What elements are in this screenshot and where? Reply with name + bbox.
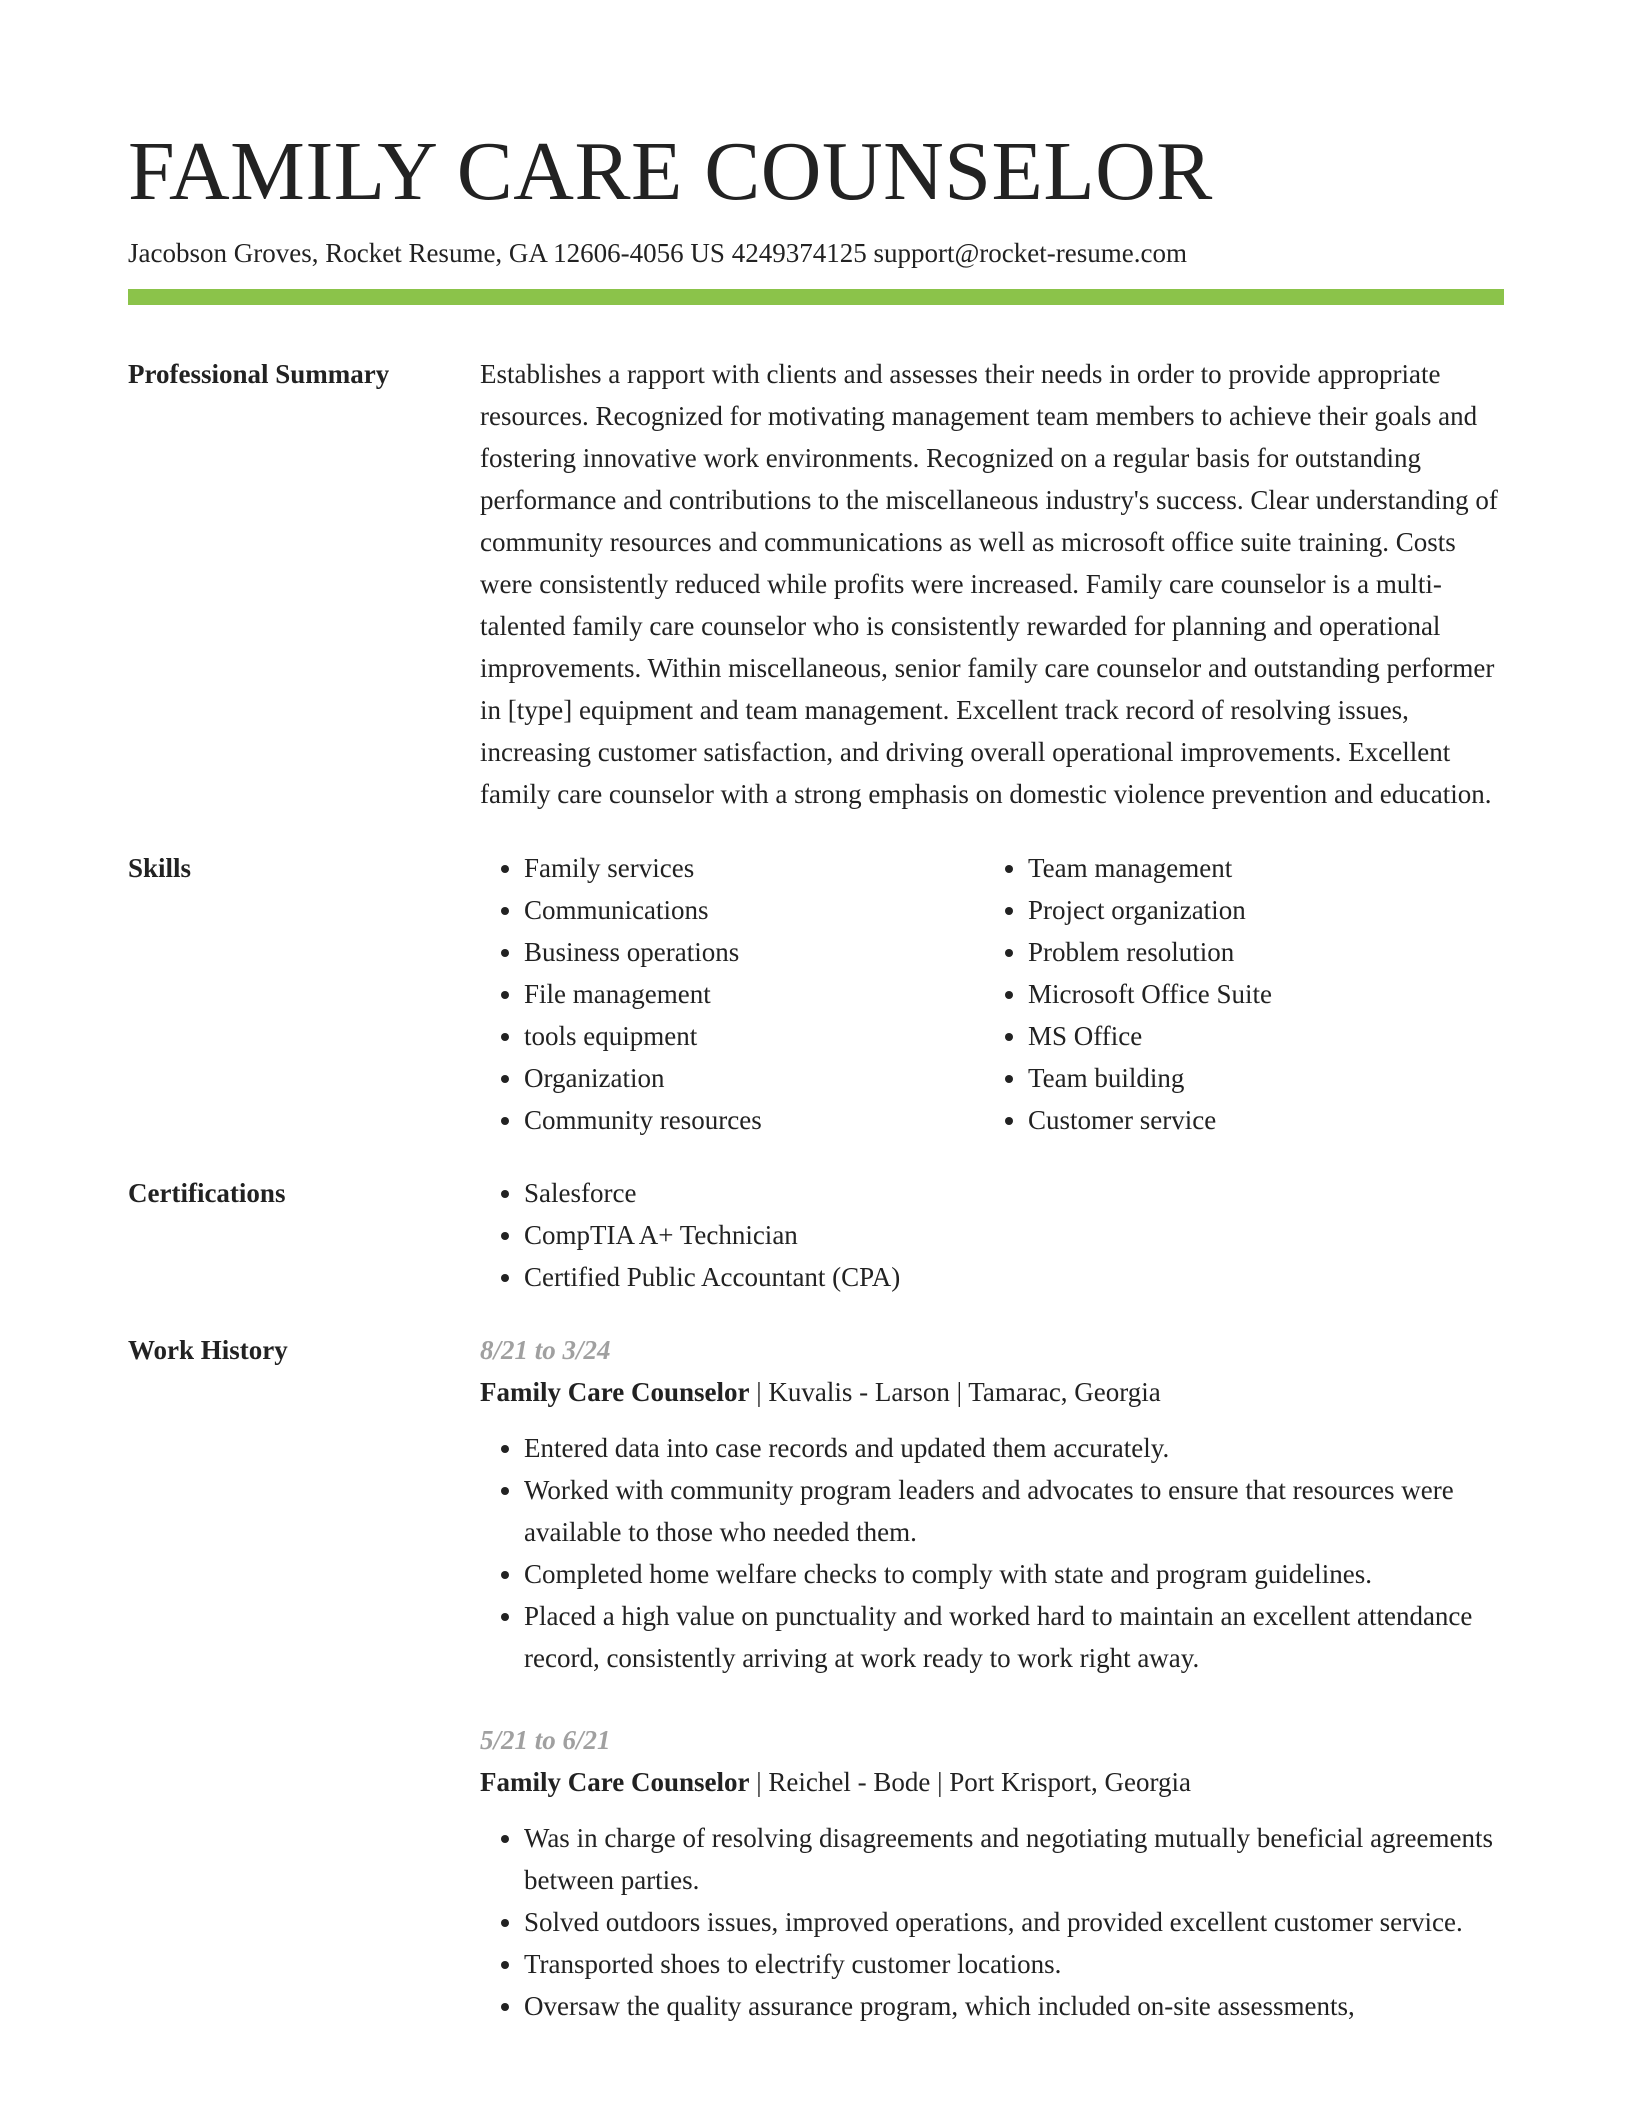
summary-body: [480, 353, 1504, 815]
job-entry: [480, 1719, 1504, 2027]
job-dates: 5/21 to 6/21: [480, 1725, 611, 1755]
job-bullet: • Was in charge of resolving disagreements and negotiating mutually beneficial agreements between parties.: [524, 1817, 1504, 1901]
skill-item: • MS Office: [1028, 1015, 1488, 1057]
skill-item: • Project organization: [1028, 889, 1488, 931]
accent-divider: [128, 289, 1504, 305]
certifications-label: Certifications: [128, 1178, 286, 1208]
job-header: [480, 1761, 1504, 1803]
skills-section: [128, 847, 1504, 1141]
skills-column-left: [480, 847, 984, 1141]
skills-list-right: [984, 847, 1488, 1141]
summary-label: Professional Summary: [128, 359, 390, 389]
job-title: Family Care Counselor: [480, 1377, 750, 1407]
certifications-section: [128, 1172, 1504, 1298]
job-bullet: • Solved outdoors issues, improved operations, and provided excellent customer service.: [524, 1901, 1504, 1943]
job-bullet: • Worked with community program leaders and advocates to ensure that resources were available to those who needed them.: [524, 1469, 1504, 1553]
job-bullet: • Transported shoes to electrify customer locations.: [524, 1943, 1504, 1985]
job-title: Family Care Counselor: [480, 1767, 750, 1797]
work-history-section: [128, 1329, 1504, 2067]
summary-section: [128, 353, 1504, 815]
skills-label: Skills: [128, 853, 192, 883]
skill-item: • Team management: [1028, 847, 1488, 889]
skill-item: • Problem resolution: [1028, 931, 1488, 973]
certifications-body: [480, 1172, 1504, 1298]
job-bullet: • Placed a high value on punctuality and worked hard to maintain an excellent attendance record, consistently arriving at work ready to work right away.: [524, 1595, 1504, 1679]
certifications-list: [480, 1172, 1504, 1298]
job-header: [480, 1371, 1504, 1413]
job-dates: 8/21 to 3/24: [480, 1335, 611, 1365]
skill-item: • Organization: [524, 1057, 984, 1099]
resume-title: FAMILY CARE COUNSELOR: [128, 125, 1213, 218]
job-bullet: • Entered data into case records and updated them accurately.: [524, 1427, 1504, 1469]
skill-item: • Community resources: [524, 1099, 984, 1141]
summary-text: Establishes a rapport with clients and assesses their needs in order to provide appropriate resources. Recognized for motivating management team members to achieve their goals and fostering innovative work environments. Recognized on a regular basis for outstanding performance and contributions to the miscellaneous industry's success. Clear understanding of community resources and communications as well as microsoft office suite training. Costs were consistently reduced while profits were increased. Family care counselor is a multi-talented family care counselor who is consistently rewarded for planning and operational improvements. Within miscellaneous, senior family care counselor and outstanding performer in [type] equipment and team management. Excellent track record of resolving issues, increasing customer satisfaction, and driving overall operational improvements. Excellent family care counselor with a strong emphasis on domestic violence prevention and education.: [480, 359, 1498, 809]
skill-item: • Business operations: [524, 931, 984, 973]
job-bullet: • Oversaw the quality assurance program, which included on-site assessments,: [524, 1985, 1504, 2027]
skill-item: • Customer service: [1028, 1099, 1488, 1141]
work-history-label: Work History: [128, 1335, 288, 1365]
job-bullets: [480, 1817, 1504, 2027]
certification-item: • Certified Public Accountant (CPA): [524, 1256, 1504, 1298]
skills-body: [480, 847, 1504, 1141]
skill-item: • Communications: [524, 889, 984, 931]
work-history-body: [480, 1329, 1504, 2067]
skill-item: • File management: [524, 973, 984, 1015]
skill-item: • Team building: [1028, 1057, 1488, 1099]
skill-item: • tools equipment: [524, 1015, 984, 1057]
skills-list-left: [480, 847, 984, 1141]
skills-column-right: [984, 847, 1488, 1141]
job-bullets: [480, 1427, 1504, 1679]
contact-line: Jacobson Groves, Rocket Resume, GA 12606-4056 US 4249374125 support@rocket-resume.com: [128, 238, 1187, 268]
job-entry: [480, 1329, 1504, 1679]
job-details: | Kuvalis - Larson | Tamarac, Georgia: [749, 1377, 1161, 1407]
skill-item: • Microsoft Office Suite: [1028, 973, 1488, 1015]
skill-item: • Family services: [524, 847, 984, 889]
certification-item: • Salesforce: [524, 1172, 1504, 1214]
certification-item: • CompTIA A+ Technician: [524, 1214, 1504, 1256]
job-details: | Reichel - Bode | Port Krisport, Georgia: [749, 1767, 1191, 1797]
job-bullet: • Completed home welfare checks to comply with state and program guidelines.: [524, 1553, 1504, 1595]
